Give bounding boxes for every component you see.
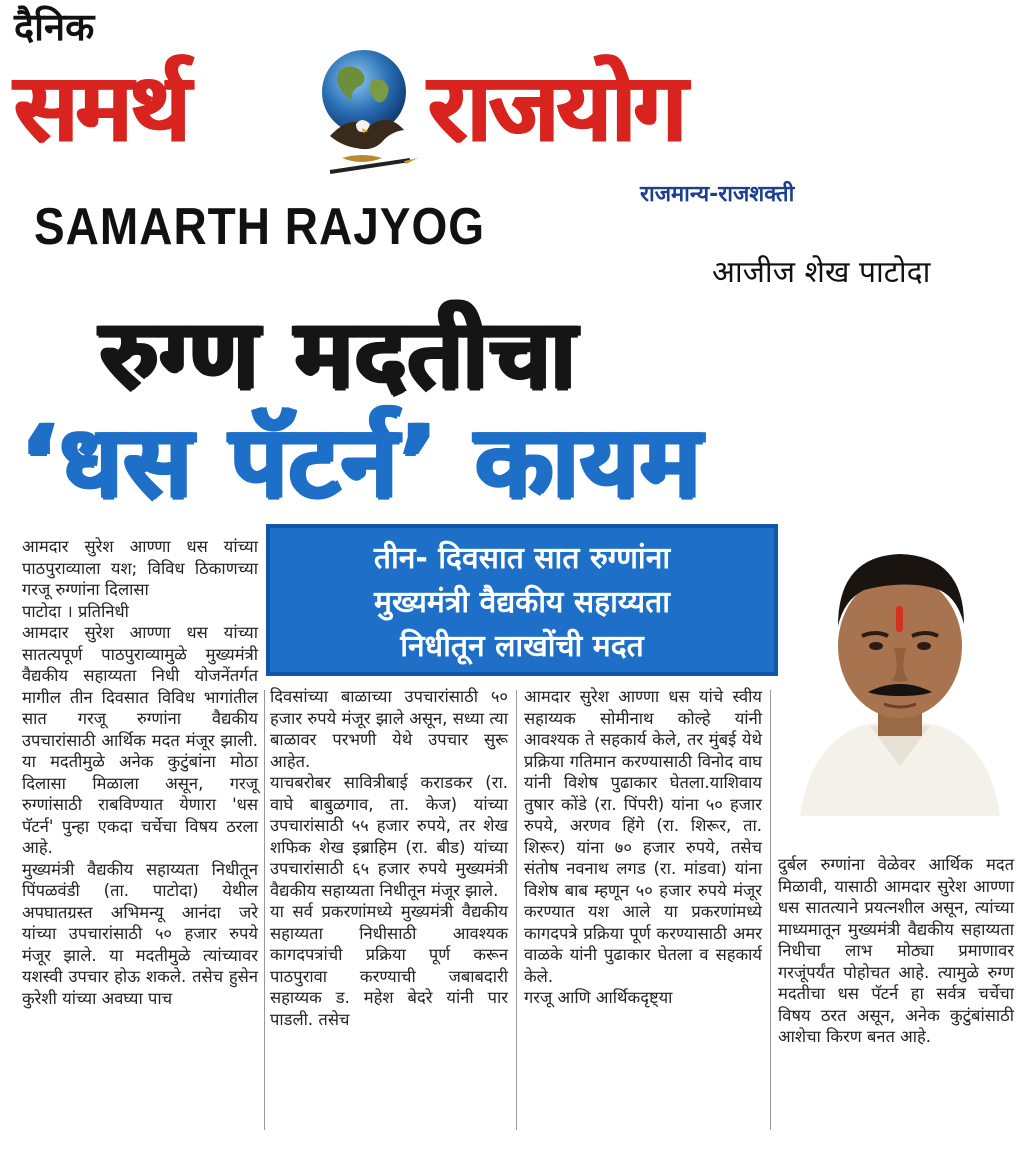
column-divider	[264, 690, 265, 1130]
masthead-tagline: राजमान्य-राजशक्ती	[640, 182, 795, 207]
masthead-title-left: समर्थ	[14, 54, 188, 163]
highlight-line-3: निधीतून लाखोंची मदत	[400, 629, 644, 664]
highlight-box	[266, 524, 778, 676]
highlight-line-1: तीन- दिवसात सात रुग्णांना	[373, 541, 671, 576]
column-divider	[770, 690, 771, 1130]
article-column-1: आमदार सुरेश आण्णा धस यांच्या पाठपुराव्याला यश; विविध ठिकाणच्या गरजू रुग्णांना दिलासा पाटोदा । प्रतिनिधी आमदार सुरेश आण्णा धस यांच्या सातत्यपूर्ण पाठपुराव्यामुळे मुख्यमंत्री वैद्यकीय सहाय्यता निधी योजनेंतर्गत मागील तीन दिवसात विविध भागांतील सात गरजू रुग्णांना वैद्यकीय उपचारांसाठी आर्थिक मदत मंजूर झाली. या मदतीमुळे अनेक कुटुंबांना मोठा दिलासा मिळाला असून, गरजू रुग्णांसाठी राबविण्यात येणारा 'धस पॅटर्न' पुन्हा एकदा चर्चेचा विषय ठरला आहे. मुख्यमंत्री वैद्यकीय सहाय्यता निधीतून पिंपळवंडी (ता. पाटोदा) येथील अपघातग्रस्त अभिमन्यू आनंदा जरे यांच्या उपचारांसाठी ५० हजार रुपये मंजूर झाले. या मदतीमुळे त्यांच्यावर यशस्वी उपचार होऊ शकले. तसेच हुसेन कुरेशी यांच्या अवघ्या पाच	[22, 537, 258, 1008]
portrait-photo	[790, 536, 1010, 816]
masthead-title-right: राजयोग	[428, 54, 685, 163]
masthead-latin-title: SAMARTH RAJYOG	[34, 197, 486, 256]
highlight-line-2: मुख्यमंत्री वैद्यकीय सहाय्यता	[374, 585, 670, 620]
headline-line-2: ‘धस पॅटर्न’ कायम	[20, 403, 702, 520]
reporter-byline: आजीज शेख पाटोदा	[712, 255, 931, 290]
article-column-4: दुर्बल रुग्णांना वेळेवर आर्थिक मदत मिळावी, यासाठी आमदार सुरेश आण्णा धस सातत्याने प्रयत्नशील असून, त्यांच्या माध्यमातून मुख्यमंत्री वैद्यकीय सहाय्यता निधीचा लाभ मोठ्या प्रमाणावर गरजूंपर्यंत पोहोचत आहे. त्यामुळे रुग्ण मदतीचा धस पॅटर्न हा सर्वत्र चर्चेचा विषय ठरत असून, अनेक कुटुंबांसाठी आशेचा किरण बनत आहे.	[778, 855, 1014, 1046]
masthead-prefix: दैनिक	[14, 5, 95, 49]
headline-line-1: रुग्ण मदतीचा	[100, 298, 578, 410]
column-divider	[516, 690, 517, 1130]
globe-eagle-pen-icon	[300, 40, 425, 190]
article-column-2: दिवसांच्या बाळाच्या उपचारांसाठी ५० हजार रुपये मंजूर झाले असून, सध्या त्या बाळावर परभणी येथे उपचार सुरू आहेत. याचबरोबर सावित्रीबाई कराडकर (रा. वाघे बाबुळगाव, ता. केज) यांच्या उपचारांसाठी ५५ हजार रुपये, तर शेख शफिक शेख इब्राहिम (रा. बीड) यांच्या उपचारांसाठी ६५ हजार रुपये मुख्यमंत्री वैद्यकीय सहाय्यता निधीतून मंजूर झाले. या सर्व प्रकरणांमध्ये मुख्यमंत्री वैद्यकीय सहाय्यता निधीसाठी आवश्यक कागदपत्रांची प्रक्रिया पूर्ण करून पाठपुरावा करण्याची जबाबदारी सहाय्यक ड. महेश बेदरे यांनी पार पाडली. तसेच	[270, 687, 508, 1029]
article-column-3: आमदार सुरेश आण्णा धस यांचे स्वीय सहाय्यक सोमीनाथ कोल्हे यांनी आवश्यक ते सहकार्य केले, तर मुंबई येथे प्रक्रिया गतिमान करण्यासाठी विनोद वाघ यांनी विशेष पुढाकार घेतला.याशिवाय तुषार कोंडे (रा. पिंपरी) यांना ५० हजार रुपये, अरणव हिंगे (रा. शिरूर, ता. शिरूर) यांना ७० हजार रुपये, तसेच संतोष नवनाथ लगड (रा. मांडवा) यांना विशेष बाब म्हणून ५० हजार रुपये मंजूर करण्यात यश आले या प्रकरणांमध्ये कागदपत्रे प्रक्रिया पूर्ण करण्यासाठी अमर वाळके यांनी पुढाकार घेतला व सहकार्य केले. गरजू आणि आर्थिकदृष्ट्या	[524, 687, 762, 1007]
